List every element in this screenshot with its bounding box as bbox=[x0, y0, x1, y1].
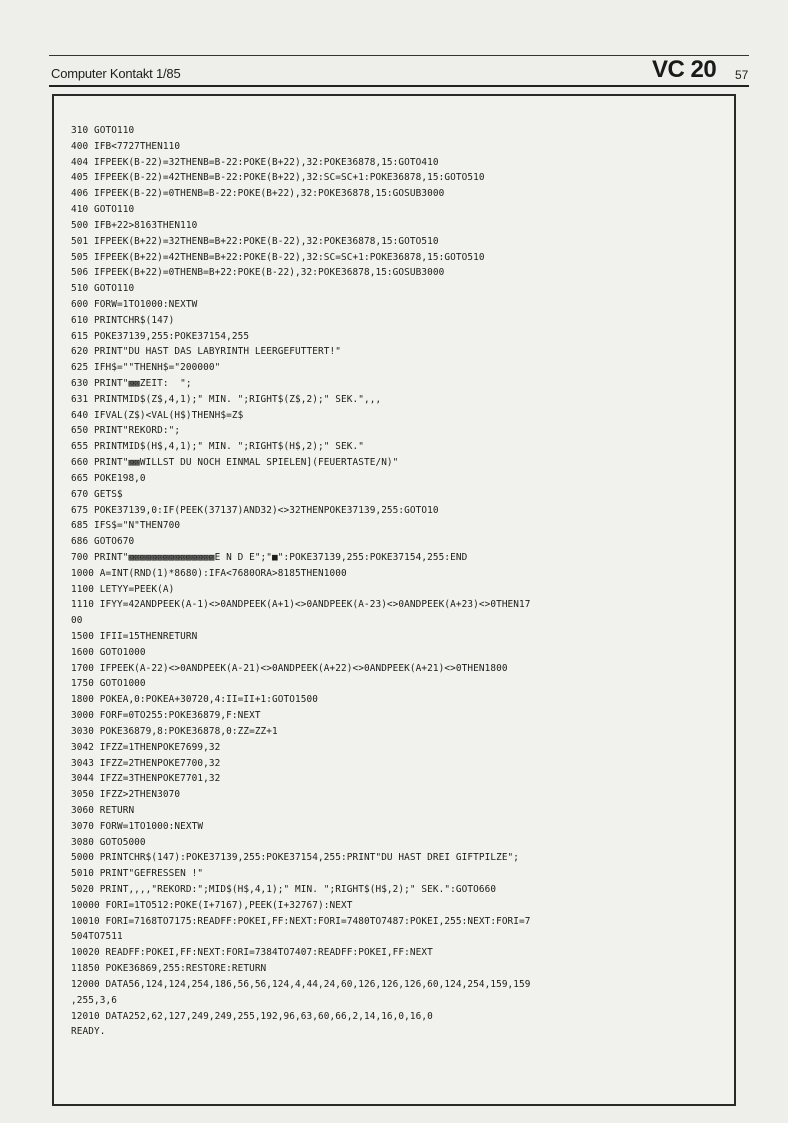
code-line: 1750 GOTO1000 bbox=[71, 678, 146, 690]
code-line: 506 IFPEEK(B+22)=0THENB=B+22:POKE(B-22),32:POKE36878,15:GOSUB3000 bbox=[71, 267, 445, 279]
code-line: 3050 IFZZ>2THEN3070 bbox=[71, 789, 181, 801]
code-line: 685 IFS$="N"THEN700 bbox=[71, 520, 181, 532]
code-line: 620 PRINT"DU HAST DAS LABYRINTH LEERGEFUTTERT!" bbox=[71, 346, 341, 358]
code-line: 10010 FORI=7168TO7175:READFF:POKEI,FF:NEXT:FORI=7480TO7487:POKEI,255:NEXT:FORI=7 bbox=[71, 915, 531, 927]
code-line: 10000 FORI=1TO512:POKE(I+7167),PEEK(I+32767):NEXT bbox=[71, 899, 353, 911]
code-line: 670 GETS$ bbox=[71, 488, 123, 500]
code-line: 1110 IFYY=42ANDPEEK(A-1)<>0ANDPEEK(A+1)<>0ANDPEEK(A-23)<>0ANDPEEK(A+23)<>0THEN17 bbox=[71, 599, 531, 611]
code-line: 675 POKE37139,0:IF(PEEK(37137)AND32)<>32THENPOKE37139,255:GOTO10 bbox=[71, 504, 439, 516]
code-line: 3044 IFZZ=3THENPOKE7701,32 bbox=[71, 773, 221, 785]
code-line: 660 PRINT"▩▩WILLST DU NOCH EINMAL SPIELEN](FEUERTASTE/N)" bbox=[71, 457, 399, 469]
code-line: 5020 PRINT,,,,"REKORD:";MID$(H$,4,1);" MIN. ";RIGHT$(H$,2);" SEK.":GOTO660 bbox=[71, 884, 497, 895]
code-line: 12010 DATA252,62,127,249,249,255,192,96,63,60,66,2,14,16,0,16,0 bbox=[71, 1010, 433, 1022]
page-number: 57 bbox=[735, 68, 749, 82]
code-line: 1600 GOTO1000 bbox=[71, 646, 146, 658]
code-line: 625 IFH$=""THENH$="200000" bbox=[71, 362, 221, 374]
code-line: 631 PRINTMID$(Z$,4,1);" MIN. ";RIGHT$(Z$,2);" SEK.",,, bbox=[71, 393, 382, 405]
code-line: 665 POKE198,0 bbox=[71, 472, 146, 484]
program-listing-box bbox=[52, 94, 736, 1106]
code-line: 3000 FORF=0TO255:POKE36879,F:NEXT bbox=[71, 710, 261, 722]
header-rule bbox=[49, 85, 749, 87]
basic-listing bbox=[71, 123, 531, 1040]
code-line: 500 IFB+22>8163THEN110 bbox=[71, 219, 198, 231]
code-line: 1100 LETYY=PEEK(A) bbox=[71, 583, 175, 595]
code-line: ,255,3,6 bbox=[71, 994, 117, 1006]
code-line: 1000 A=INT(RND(1)*8680):IFA<7680ORA>8185THEN1000 bbox=[71, 567, 347, 579]
code-line: 310 GOTO110 bbox=[71, 125, 135, 136]
code-line: 400 IFB<7727THEN110 bbox=[71, 140, 181, 152]
code-line: 686 GOTO670 bbox=[71, 536, 135, 548]
code-line: 12000 DATA56,124,124,254,186,56,56,124,4,44,24,60,126,126,126,60,124,254,159,159 bbox=[71, 978, 531, 990]
code-line: 405 IFPEEK(B-22)=42THENB=B-22:POKE(B+22),32:SC=SC+1:POKE36878,15:GOTO510 bbox=[71, 172, 485, 184]
code-line: 410 GOTO110 bbox=[71, 204, 135, 216]
code-line: READY. bbox=[71, 1026, 106, 1038]
code-line: 3030 POKE36879,8:POKE36878,0:ZZ=ZZ+1 bbox=[71, 725, 278, 737]
code-line: 3070 FORW=1TO1000:NEXTW bbox=[71, 820, 204, 832]
code-line: 5000 PRINTCHR$(147):POKE37139,255:POKE37154,255:PRINT"DU HAST DREI GIFTPILZE"; bbox=[71, 852, 520, 864]
code-line: 5010 PRINT"GEFRESSEN !" bbox=[71, 868, 204, 880]
section-brand: VC 20 bbox=[652, 56, 717, 83]
code-line: 3080 GOTO5000 bbox=[71, 836, 146, 848]
code-line: 630 PRINT"▩▩ZEIT: "; bbox=[71, 378, 192, 389]
code-line: 700 PRINT"▩▩▩▩▩▩▩▩▩▩▩▩▩▩▩E N D E";"■":POKE37139,255:POKE37154,255:END bbox=[71, 551, 468, 563]
code-line: 1500 IFII=15THENRETURN bbox=[71, 631, 198, 642]
code-line: 640 IFVAL(Z$)<VAL(H$)THENH$=Z$ bbox=[71, 409, 244, 421]
code-line: 404 IFPEEK(B-22)=32THENB=B-22:POKE(B+22),32:POKE36878,15:GOTO410 bbox=[71, 156, 439, 168]
code-line: 1700 IFPEEK(A-22)<>0ANDPEEK(A-21)<>0ANDPEEK(A+22)<>0ANDPEEK(A+21)<>0THEN1800 bbox=[71, 662, 508, 674]
code-line: 615 POKE37139,255:POKE37154,255 bbox=[71, 330, 250, 342]
code-line: 11850 POKE36869,255:RESTORE:RETURN bbox=[71, 963, 267, 975]
code-line: 3043 IFZZ=2THENPOKE7700,32 bbox=[71, 757, 221, 769]
code-line: 504TO7511 bbox=[71, 931, 123, 943]
code-line: 501 IFPEEK(B+22)=32THENB=B+22:POKE(B-22),32:POKE36878,15:GOTO510 bbox=[71, 235, 439, 247]
code-line: 1800 POKEA,0:POKEA+30720,4:II=II+1:GOTO1500 bbox=[71, 694, 319, 706]
code-line: 655 PRINTMID$(H$,4,1);" MIN. ";RIGHT$(H$,2);" SEK." bbox=[71, 441, 364, 453]
code-line: 10020 READFF:POKEI,FF:NEXT:FORI=7384TO7407:READFF:POKEI,FF:NEXT bbox=[71, 947, 433, 959]
code-line: 650 PRINT"REKORD:"; bbox=[71, 425, 181, 437]
code-line: 610 PRINTCHR$(147) bbox=[71, 314, 175, 326]
code-line: 600 FORW=1TO1000:NEXTW bbox=[71, 298, 198, 310]
code-line: 3042 IFZZ=1THENPOKE7699,32 bbox=[71, 741, 221, 753]
publication-title: Computer Kontakt 1/85 bbox=[51, 66, 181, 81]
code-line: 00 bbox=[71, 615, 83, 627]
top-rule bbox=[49, 55, 749, 56]
code-line: 406 IFPEEK(B-22)=0THENB=B-22:POKE(B+22),32:POKE36878,15:GOSUB3000 bbox=[71, 188, 445, 200]
code-line: 505 IFPEEK(B+22)=42THENB=B+22:POKE(B-22),32:SC=SC+1:POKE36878,15:GOTO510 bbox=[71, 251, 485, 263]
code-line: 3060 RETURN bbox=[71, 804, 135, 816]
code-line: 510 GOTO110 bbox=[71, 283, 135, 295]
